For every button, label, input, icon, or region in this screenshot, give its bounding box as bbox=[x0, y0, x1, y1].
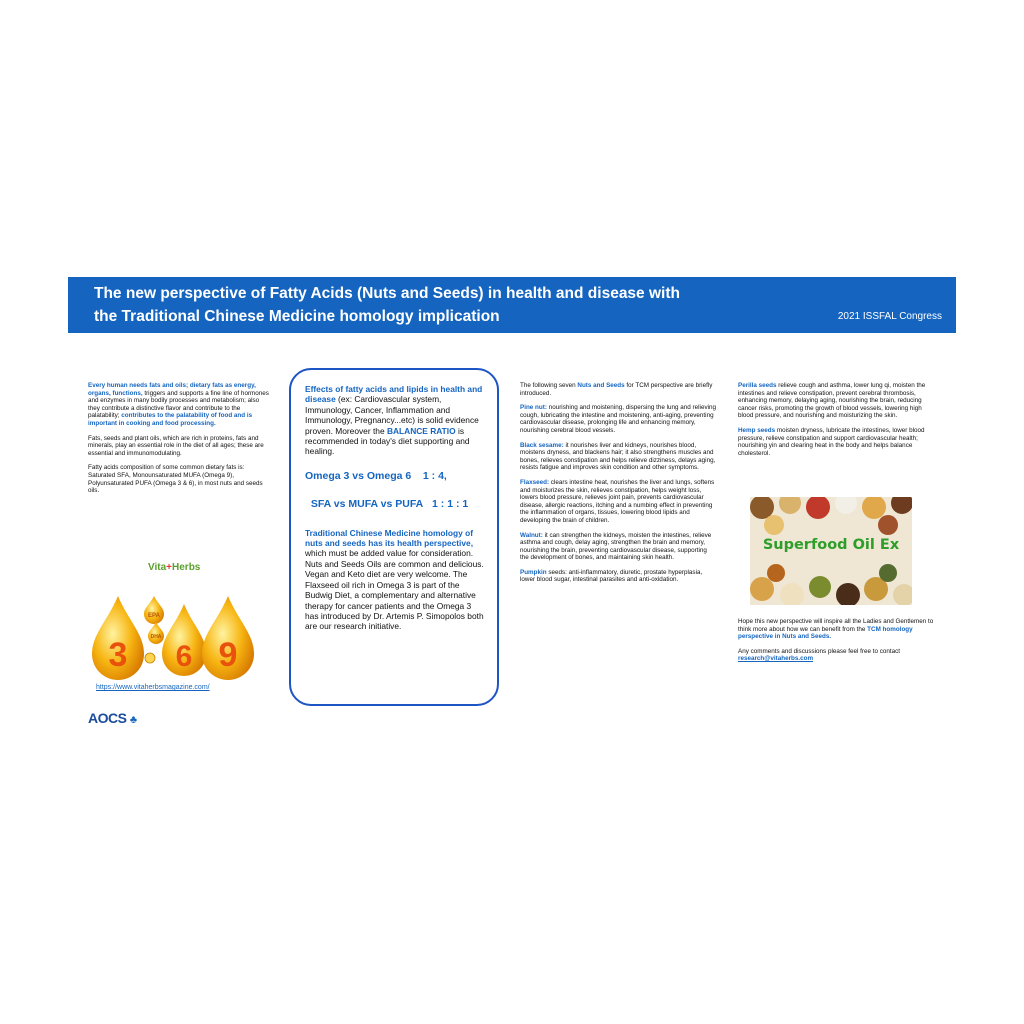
seeds-paragraph: Fats, seeds and plant oils, which are rich in proteins, fats and minerals, play an essential role in the diet of all ages; these are essential and immunomodulating. bbox=[88, 434, 264, 457]
vitaherbs-url[interactable]: https://www.vitaherbsmagazine.com/ bbox=[96, 684, 210, 691]
item-text: nourishing and moistening, dispersing the lung and relieving cough, lubricating the intestine and moistening, anti-aging, preventing cardiovascular disease, prolonging life and enhancing memory, nourishing cerebral blood vessels. bbox=[520, 404, 717, 434]
intro-highlight: Every human needs fats and oils; dietary fats as energy, organs, functions, bbox=[88, 382, 256, 397]
title-line-2: the Traditional Chinese Medicine homology implication bbox=[94, 308, 500, 325]
closing-highlight: TCM homology perspective in Nuts and Seeds. bbox=[738, 625, 913, 641]
clover-icon: ♣ bbox=[129, 714, 137, 726]
brand-part-2: Herbs bbox=[172, 562, 201, 573]
balance-ratio-label: BALANCE RATIO bbox=[386, 425, 456, 436]
intro-text: triggers and supports a fine line of hormones and enzymes in many bodily processes and metabolism; also they contribute a distinctive flavor and contribute to the palatability; bbox=[88, 389, 269, 420]
item-text: relieve cough and asthma, lower lung qi, moisten the intestines and relieve constipation, prevent cerebral thrombosis, enhancing memory, delaying aging, nourishing the brain, reducing cancer risks, promoting the growth of blood vessels, lowering high blood pressure, and nourishing and moisturizing the skin. bbox=[738, 382, 926, 420]
tcm-highlight: Traditional Chinese Medicine homology of nuts and seeds has its health perspective, bbox=[305, 527, 474, 549]
hemp-item bbox=[738, 427, 938, 457]
intro-paragraph bbox=[88, 382, 270, 428]
vitaherbs-logo bbox=[148, 562, 200, 573]
seeds-column bbox=[738, 382, 938, 464]
tcm-intro-text-2: for TCM perspective are briefly introduced. bbox=[520, 382, 713, 397]
item-text: it can strengthen the kidneys, moisten the intestines, relieve asthma and cough, delay aging, strengthen the brain and memory, nourishing the brain, preventing cardiovascular disease, supporting the development of bones, and maintaining skin health. bbox=[520, 531, 712, 562]
omega-drops-graphic bbox=[88, 590, 256, 682]
poster-header bbox=[68, 277, 956, 333]
composition-paragraph: Fatty acids composition of some common dietary fats is: Saturated SFA, Monounsaturated MUFA (Omega 9), Polyunsaturated PUFA (Omega 3 & 6), in most nuts and seeds oils. bbox=[88, 464, 263, 495]
walnut-item bbox=[520, 532, 716, 562]
flaxseed-item bbox=[520, 479, 716, 525]
item-text: it nourishes liver and kidneys, nourishes blood, moistens dryness, and blackens hair; it also strengthens muscles and bones, relieves constipation and helps relieve dizziness, delays aging, resists fatigue and improves skin condition and other symptoms. bbox=[520, 441, 716, 472]
superfood-photo bbox=[750, 497, 912, 605]
fat-ratio-value: 1 : 1 : 1 bbox=[432, 498, 469, 511]
tcm-nuts-column bbox=[520, 382, 716, 591]
pumpkin-item bbox=[520, 569, 716, 584]
black-sesame-item bbox=[520, 442, 716, 472]
drop-label-3: 3 bbox=[108, 636, 128, 674]
tcm-intro-text: The following seven bbox=[520, 382, 578, 389]
drop-label-epa: EPA bbox=[148, 613, 160, 619]
omega-ratio bbox=[305, 471, 485, 481]
aocs-text: AOCS bbox=[88, 710, 127, 726]
tcm-intro bbox=[520, 382, 716, 397]
contact-email-link[interactable]: research@vitaherbs.com bbox=[738, 655, 814, 663]
item-name: Flaxseed: bbox=[520, 478, 550, 486]
fat-ratio-label: SFA vs MUFA vs PUFA bbox=[310, 498, 424, 511]
smiley-icon bbox=[145, 653, 155, 663]
pine-nut-item bbox=[520, 404, 716, 434]
tcm-paragraph bbox=[305, 528, 485, 632]
perilla-item bbox=[738, 382, 938, 420]
item-text: seeds: anti-inflammatory, diuretic, prostate hyperplasia, lower blood sugar, intestinal parasites and anti-oxidation. bbox=[520, 568, 703, 584]
omega-ratio-value: 1 : 4, bbox=[422, 469, 447, 482]
drop-label-dha: DHA bbox=[150, 634, 162, 640]
closing-text: Hope this new perspective will inspire all the Ladies and Gentlemen to think more about how we can benefit from the bbox=[738, 618, 934, 633]
item-text: moisten dryness, lubricate the intestines, lower blood pressure, relieve constipation and support cardiovascular health; nourishing yin and clearing heat in the body and helps balance cholesterol. bbox=[738, 426, 925, 457]
item-name: Hemp seeds bbox=[738, 426, 776, 434]
intro-column bbox=[88, 382, 270, 502]
item-name: Pumpkin bbox=[520, 568, 547, 576]
brand-plus: + bbox=[166, 562, 173, 573]
photo-caption: Superfood Oil Ex bbox=[762, 537, 900, 553]
closing-notes bbox=[738, 618, 938, 670]
tcm-text: which must be added value for consideration. Nuts and Seeds Oils are common and delicious. Vegan and Keto diet are very welcome. The Flaxseed oil rich in Omega 3 is part of the Budwig Diet, a complementary and alternative therapy for cancer patients and the Omega 3 has introduced by Dr. Artemis P. Simopolos both are our research initiative. bbox=[305, 548, 484, 632]
drop-label-6: 6 bbox=[175, 640, 193, 673]
drop-dha bbox=[148, 622, 164, 644]
effects-paragraph bbox=[305, 384, 485, 457]
item-name: Perilla seeds bbox=[738, 382, 777, 389]
tcm-intro-highlight: Nuts and Seeds bbox=[577, 382, 625, 389]
item-name: Walnut: bbox=[520, 531, 543, 539]
drop-epa bbox=[144, 596, 164, 624]
effects-text: (ex: Cardiovascular system, Immunology, Cancer, Inflammation and Immunology, Pregnancy...etc) is solid evidence proven. Moreover the bbox=[305, 394, 479, 436]
aocs-logo bbox=[88, 710, 137, 726]
item-text: clears intestine heat, nourishes the liver and lungs, softens and moisturizes the skin, relieves constipation, helps weight loss, lowers blood pressure, relieves joint pain, prevents cardiovascular disease, allergic reactions, itching and a numbing effect in preventing the inflammation of organs, tissues, lowering blood lipids and developing the brain of children. bbox=[520, 478, 715, 524]
title-line-1: The new perspective of Fatty Acids (Nuts and Seeds) in health and disease with bbox=[94, 285, 680, 302]
contact-text: Any comments and discussions please feel free to contact bbox=[738, 647, 901, 655]
effects-text-2: is recommended in today's diet supporting and healing. bbox=[305, 425, 470, 457]
omega-ratio-label: Omega 3 vs Omega 6 bbox=[305, 469, 412, 482]
contact-paragraph bbox=[738, 648, 938, 663]
effects-highlight: Effects of fatty acids and lipids in health and disease bbox=[305, 384, 483, 405]
item-name: Pine nut: bbox=[520, 404, 547, 412]
intro-highlight-2: contributes to the palatability of food and is important in cooking and food processing. bbox=[88, 412, 253, 427]
brand-part-1: Vita bbox=[148, 562, 167, 573]
fat-ratio bbox=[305, 499, 485, 509]
congress-label: 2021 ISSFAL Congress bbox=[837, 311, 942, 322]
item-name: Black sesame: bbox=[520, 441, 564, 449]
effects-box bbox=[289, 368, 499, 706]
drop-label-9: 9 bbox=[218, 636, 238, 674]
closing-paragraph bbox=[738, 618, 938, 641]
